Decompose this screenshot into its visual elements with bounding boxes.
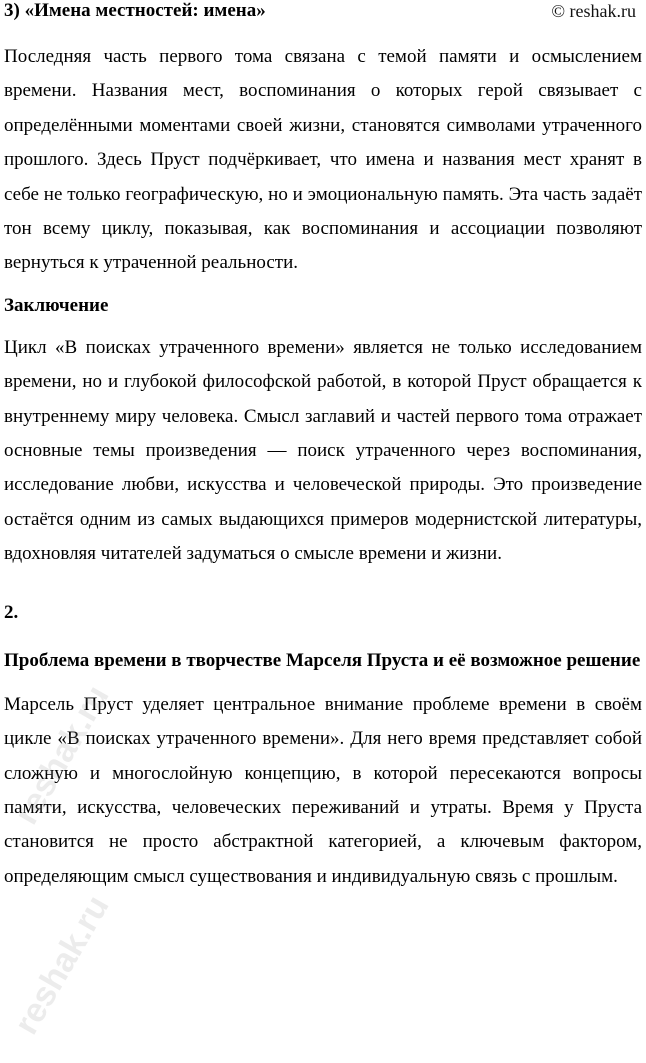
header	[4, 0, 642, 30]
document-page	[4, 0, 642, 894]
watermark: reshak.ru	[7, 889, 117, 1041]
problem-heading: Проблема времени в творчестве Марселя Пруста и её возможное решение	[4, 649, 641, 671]
names-section-paragraph: Последняя часть первого тома связана с темой памяти и осмыслением времени. Названия мест, воспоминания о которых герой связывает с определёнными моментами своей жизни, становятся символами утраченного прошлого. Здесь Пруст подчёркивает, что имена и названия мест хранят в себе не только географическую, но и эмоциональную память. Эта часть задаёт тон всему циклу, показывая, как воспоминания и ассоциации позволяют вернуться к утраченной реальности.	[4, 46, 642, 274]
watermark: reshak.ru	[7, 679, 117, 831]
copyright-label: © reshak.ru	[551, 1, 636, 21]
problem-paragraph: Марсель Пруст уделяет центральное внимание проблеме времени в своём цикле «В поисках утраченного времени». Для него время представляет собой сложную и многослойную концепцию, в которой пересекаются вопросы памяти, искусства, человеческих переживаний и утраты. Время у Пруста становится не просто абстрактной категорией, а ключевым фактором, определяющим смысл существования и индивидуальную связь с прошлым.	[4, 693, 642, 887]
conclusion-paragraph: Цикл «В поисках утраченного времени» является не только исследованием времени, но и глубокой философской работой, в которой Пруст обращается к внутреннему миру человека. Смысл заглавий и частей первого тома отражает основные темы произведения — поиск утраченного через воспоминания, исследование любви, искусства и человеческой природы. Это произведение остаётся одним из самых выдающихся примеров модернистской литературы, вдохновляя читателей задуматься о смысле времени и жизни.	[4, 336, 642, 565]
task-number: 2.	[4, 601, 19, 623]
section-title: 3) «Имена местностей: имена»	[4, 0, 266, 21]
conclusion-heading: Заключение	[4, 294, 109, 316]
